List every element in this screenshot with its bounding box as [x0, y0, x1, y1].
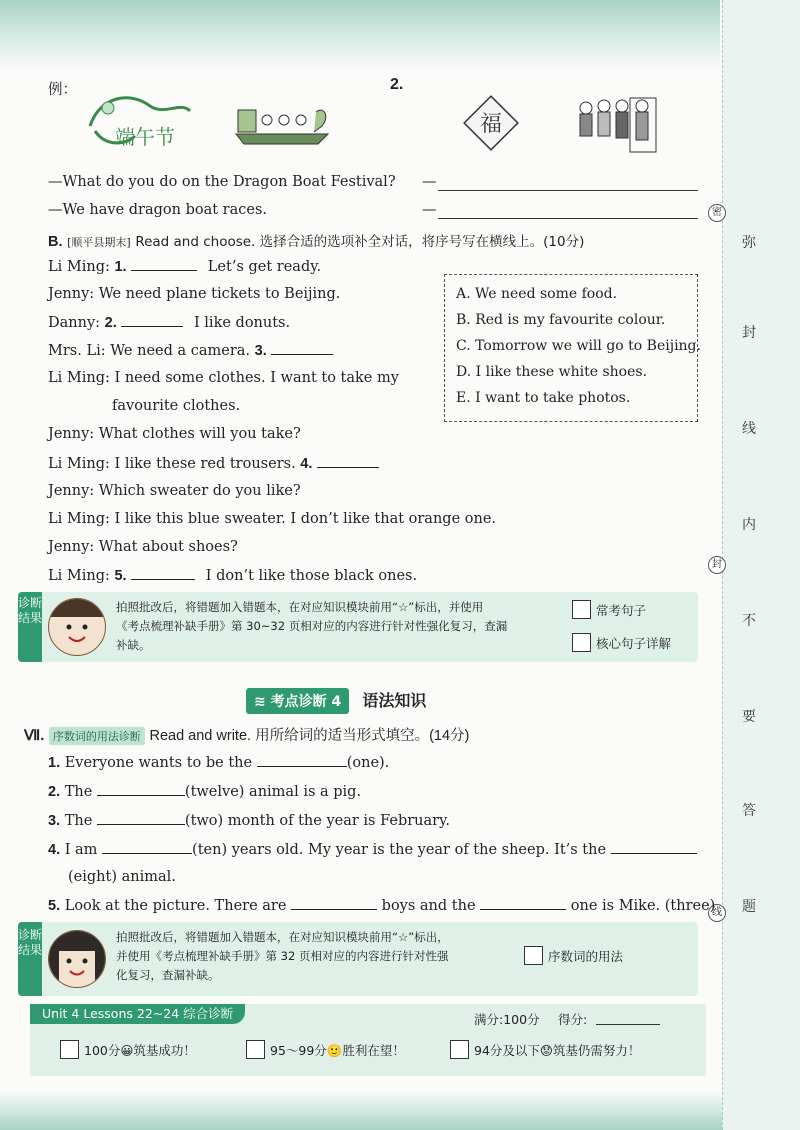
part-b-source: [顺平县期末]	[67, 236, 131, 249]
question-1	[48, 754, 389, 771]
fill-blank-6[interactable]	[291, 897, 377, 910]
diagnosis-text-3: 化复习，查漏补缺。	[116, 968, 220, 982]
checkbox-label: 序数词的用法	[548, 949, 624, 964]
question-text: (ten) years old. My year is the year of the sheep. It’s the	[192, 842, 607, 858]
question-text: one is Mike. (three)	[570, 898, 716, 914]
line-text: What clothes will you take?	[98, 426, 301, 442]
line-text: We need a camera.	[110, 343, 251, 359]
question-number: 1.	[48, 755, 61, 771]
dialogue-line	[48, 567, 417, 584]
question-text: boys and the	[381, 898, 476, 914]
question-2	[48, 783, 361, 800]
part-b-instructions: Read and choose. 选择合适的选项补全对话，将序号写在横线上。(10分)	[135, 234, 585, 250]
option-a: A. We need some food.	[456, 286, 618, 302]
fill-blank-5[interactable]	[611, 841, 697, 854]
question-text: (two) month of the year is February.	[184, 813, 450, 829]
line-text: Let’s get ready.	[207, 259, 322, 275]
question-text: Everyone wants to be the	[64, 755, 253, 771]
dialogue-line	[48, 483, 301, 499]
part-b-heading	[48, 230, 584, 250]
diagnosis-tab: 诊断结果	[18, 592, 42, 662]
logo-text: 端午节	[115, 125, 175, 149]
diagnosis-text-1: 拍照批改后，将错题加入错题本，在对应知识模块前用“☆”标出，并使用	[116, 600, 484, 614]
seal-circle: 封	[708, 556, 726, 574]
rating-label: 95～99分🙂胜利在望！	[270, 1043, 405, 1058]
part-numeral: Ⅶ.	[24, 728, 45, 744]
seal-circle: 线	[708, 904, 726, 922]
student-avatar	[48, 930, 106, 988]
speaker: Jenny:	[48, 483, 95, 499]
fill-blank-2[interactable]	[97, 783, 185, 796]
speaker: Li Ming:	[48, 259, 110, 275]
fill-blank-4[interactable]	[102, 841, 192, 854]
fu-decoration-icon	[460, 92, 522, 154]
line-text: Which sweater do you like?	[98, 483, 301, 499]
part-b-letter: B.	[48, 234, 63, 250]
section-header	[246, 688, 426, 714]
answer-blank-2[interactable]	[121, 314, 183, 327]
answer-dash: —	[422, 174, 437, 190]
answer-blank-4[interactable]	[317, 455, 379, 468]
question-5	[48, 897, 715, 914]
dragon-boat-icon	[232, 96, 332, 146]
option-d: D. I like these white shoes.	[456, 364, 648, 380]
rating-checkbox-94-below[interactable]	[450, 1040, 469, 1059]
margin-char: 不	[742, 613, 756, 629]
rating-checkbox-95-99[interactable]	[246, 1040, 265, 1059]
line-text: I don’t like those black ones.	[205, 568, 418, 584]
score-blank[interactable]	[596, 1024, 660, 1025]
line-text: I need some clothes. I want to take my	[114, 370, 399, 386]
example-answer: —We have dragon boat races.	[48, 202, 268, 218]
dialogue-line	[48, 286, 340, 302]
question-4	[48, 841, 697, 858]
margin-char: 要	[742, 709, 756, 725]
question-number: 5.	[48, 898, 61, 914]
answer-dash: —	[422, 202, 437, 218]
fill-blank-7[interactable]	[480, 897, 566, 910]
blank-number: 2.	[104, 315, 117, 331]
line-text: I like this blue sweater. I don’t like that orange one.	[114, 511, 497, 527]
question-text: (twelve) animal is a pig.	[184, 784, 362, 800]
margin-char: 答	[742, 803, 756, 819]
part-vii-heading	[24, 724, 469, 745]
binding-margin	[722, 0, 800, 1130]
full-score: 满分:100分	[474, 1012, 540, 1027]
diagnosis-text-2: 《考点梳理补缺手册》第 30~32 页相对应的内容进行针对性强化复习，查漏	[116, 619, 508, 633]
blank-number: 5.	[114, 568, 127, 584]
answer-blank-1[interactable]	[131, 258, 197, 271]
unit-label: Unit 4 Lessons 22~24 综合诊断	[30, 1004, 245, 1024]
section-pill: ≋ 考点诊断 4	[246, 688, 349, 714]
family-visit-icon	[570, 96, 660, 154]
diagnosis-text-3: 补缺。	[116, 638, 151, 652]
option-e: E. I want to take photos.	[456, 390, 631, 406]
margin-char: 封	[742, 325, 756, 341]
seal-circle: 密	[708, 204, 726, 222]
line-text: We need plane tickets to Beijing.	[98, 286, 341, 302]
dialogue-line: favourite clothes.	[112, 398, 241, 414]
line-text: I like donuts.	[193, 315, 291, 331]
dialogue-line	[48, 455, 379, 472]
dragon-boat-festival-logo	[80, 86, 200, 156]
rating-label: 94分及以下😟筑基仍需努力！	[474, 1043, 641, 1058]
dialogue-line	[48, 426, 301, 442]
question-4-continued: (eight) animal.	[68, 869, 176, 885]
margin-char: 题	[742, 899, 756, 915]
line-text: I like these red trousers.	[114, 456, 296, 472]
checkbox-label: 核心句子详解	[596, 636, 672, 651]
dialogue-line	[48, 539, 238, 555]
checkbox-label: 常考句子	[596, 603, 647, 618]
question-3	[48, 812, 450, 829]
diagnosis-tab: 诊断结果	[18, 922, 42, 996]
question-number: 2.	[48, 784, 61, 800]
margin-char: 线	[742, 421, 756, 437]
dialogue-line	[48, 314, 290, 331]
option-c: C. Tomorrow we will go to Beijing.	[456, 338, 701, 354]
speaker: Li Ming:	[48, 456, 110, 472]
example-label: 例：	[48, 82, 77, 98]
diagnosis-text-1: 拍照批改后，将错题加入错题本，在对应知识模块前用“☆”标出，	[116, 930, 449, 944]
speaker: Mrs. Li:	[48, 343, 106, 359]
fill-blank-1[interactable]	[257, 754, 347, 767]
fill-blank-3[interactable]	[97, 812, 185, 825]
score-label: 得分:	[558, 1012, 588, 1027]
checkbox-ordinal-usage[interactable]	[524, 946, 543, 965]
question-text: (one).	[346, 755, 390, 771]
question-text: I am	[64, 842, 98, 858]
line-text: What about shoes?	[98, 539, 238, 555]
bottom-decoration	[0, 1090, 800, 1130]
dialogue-line	[48, 258, 321, 275]
top-decoration	[0, 0, 720, 72]
example-question: —What do you do on the Dragon Boat Festival?	[48, 174, 396, 190]
dialogue-line	[48, 370, 399, 386]
section-title: 语法知识	[362, 691, 427, 710]
checkbox-common-sentences[interactable]	[572, 600, 591, 619]
diagnosis-text-2: 并使用《考点梳理补缺手册》第 32 页相对应的内容进行针对性强	[116, 949, 449, 963]
rating-checkbox-100[interactable]	[60, 1040, 79, 1059]
checkbox-core-sentences[interactable]	[572, 633, 591, 652]
topic-tag: 序数词的用法诊断	[49, 727, 145, 745]
margin-char: 弥	[742, 235, 756, 251]
dialogue-line	[48, 342, 333, 359]
rating-label: 100分😀筑基成功！	[84, 1043, 196, 1058]
blank-number: 4.	[300, 456, 313, 472]
speaker: Jenny:	[48, 426, 95, 442]
speaker: Danny:	[48, 315, 101, 331]
question-text: Look at the picture. There are	[64, 898, 287, 914]
item-number-2: 2.	[390, 76, 404, 93]
part-vii-instructions: Read and write. 用所给词的适当形式填空。(14分)	[149, 728, 470, 744]
student-avatar	[48, 598, 106, 656]
blank-number: 3.	[254, 343, 267, 359]
blank-number: 1.	[114, 259, 127, 275]
question-text: The	[64, 784, 93, 800]
question-number: 3.	[48, 813, 61, 829]
answer-line-2[interactable]	[438, 218, 698, 219]
speaker: Li Ming:	[48, 370, 110, 386]
answer-blank-5[interactable]	[131, 567, 195, 580]
fu-character: 福	[479, 112, 503, 137]
dialogue-line	[48, 511, 496, 527]
answer-blank-3[interactable]	[271, 342, 333, 355]
question-text: The	[64, 813, 93, 829]
speaker: Jenny:	[48, 539, 95, 555]
speaker: Li Ming:	[48, 511, 110, 527]
speaker: Li Ming:	[48, 568, 110, 584]
speaker: Jenny:	[48, 286, 95, 302]
option-b: B. Red is my favourite colour.	[456, 312, 666, 328]
answer-line-1[interactable]	[438, 190, 698, 191]
margin-char: 内	[742, 517, 756, 533]
question-number: 4.	[48, 842, 61, 858]
